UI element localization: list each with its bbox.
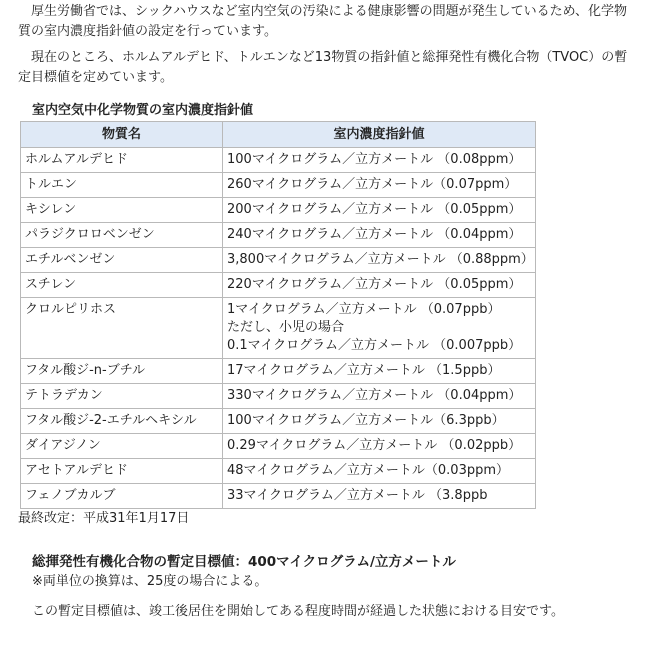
guideline-value [223,384,536,409]
guideline-value [223,248,536,273]
substance-name: スチレン [21,273,223,298]
guideline-value [223,298,536,359]
guideline-value-line: 0.29マイクログラム／立方メートル （0.02ppb） [227,438,522,453]
last-revised: 最終改定：平成31年1月17日 [18,511,190,526]
guideline-value-line: 3,800マイクログラム／立方メートル （0.88ppm） [227,252,534,267]
table-header-row [21,122,536,148]
table-row [21,248,536,273]
guideline-value [223,359,536,384]
guideline-value [223,484,536,509]
guideline-value-line: 17マイクログラム／立方メートル （1.5ppb） [227,363,501,378]
guideline-value [223,434,536,459]
guideline-value-line: 220マイクログラム／立方メートル （0.05ppm） [227,277,522,292]
table-row [21,198,536,223]
guideline-value-line: 1マイクログラム／立方メートル （0.07ppb） [227,302,501,317]
guideline-value-line: 48マイクログラム／立方メートル（0.03ppm） [227,463,510,478]
table-row [21,173,536,198]
guideline-value-line: 240マイクログラム／立方メートル （0.04ppm） [227,227,522,242]
substance-name: ホルムアルデヒド [21,148,223,173]
substance-name: フタル酸ジ-2-エチルヘキシル [21,409,223,434]
table-row [21,384,536,409]
guideline-value-line: 33マイクログラム／立方メートル （3.8ppb [227,488,488,503]
table-row [21,459,536,484]
conversion-note: ※両単位の換算は、25度の場合による。 [32,574,268,589]
guideline-value-line: 0.1マイクログラム／立方メートル （0.007ppb） [227,338,522,353]
substance-name: フェノブカルブ [21,484,223,509]
guideline-value-line: 260マイクログラム／立方メートル（0.07ppm） [227,177,518,192]
substance-name: テトラデカン [21,384,223,409]
header-substance: 物質名 [21,122,223,148]
table-caption: 室内空気中化学物質の室内濃度指針値 [32,103,254,118]
guideline-value-line: ただし、小児の場合 [227,320,345,335]
guideline-value-line: 330マイクログラム／立方メートル （0.04ppm） [227,388,522,403]
substance-name: パラジクロロベンゼン [21,223,223,248]
table-row [21,223,536,248]
table-row [21,359,536,384]
table-body [21,148,536,509]
table-row [21,148,536,173]
guideline-value [223,148,536,173]
substance-name: フタル酸ジ-n-ブチル [21,359,223,384]
substance-name: エチルベンゼン [21,248,223,273]
substance-name: キシレン [21,198,223,223]
substance-name: クロルピリホス [21,298,223,359]
header-guideline-value: 室内濃度指針値 [223,122,536,148]
guideline-table [20,121,536,509]
table-row [21,298,536,359]
table-row [21,484,536,509]
guideline-value [223,273,536,298]
guideline-value [223,459,536,484]
intro-paragraph-2: 現在のところ、ホルムアルデヒド、トルエンなど13物質の指針値と総揮発性有機化合物（TVOC）の暫定目標値を定めています。 [18,50,628,85]
guideline-value-line: 100マイクログラム／立方メートル （0.08ppm） [227,152,522,167]
substance-name: トルエン [21,173,223,198]
guideline-value [223,409,536,434]
guideline-value [223,198,536,223]
intro-paragraph-1: 厚生労働省では、シックハウスなど室内空気の汚染による健康影響の問題が発生しているため、化学物質の室内濃度指針値の設定を行っています。 [18,4,628,39]
table-row [21,273,536,298]
tvoc-title: 総揮発性有機化合物の暫定目標値：400マイクログラム/立方メートル [32,554,456,570]
guideline-value [223,223,536,248]
guideline-value [223,173,536,198]
substance-name: ダイアジノン [21,434,223,459]
tvoc-note: この暫定目標値は、竣工後居住を開始してある程度時間が経過した状態における目安です。 [32,604,564,619]
guideline-value-line: 200マイクログラム／立方メートル （0.05ppm） [227,202,522,217]
table-row [21,434,536,459]
table-row [21,409,536,434]
guideline-value-line: 100マイクログラム／立方メートル（6.3ppb） [227,413,505,428]
substance-name: アセトアルデヒド [21,459,223,484]
